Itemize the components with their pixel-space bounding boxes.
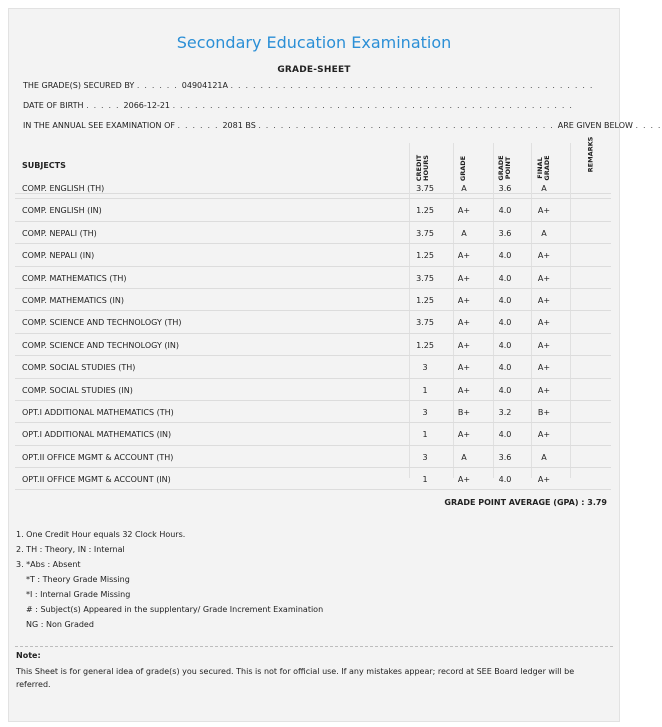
dob-label: DATE OF BIRTH <box>23 101 84 110</box>
note-heading: Note: <box>16 651 41 660</box>
final-grade: A+ <box>537 385 551 395</box>
final-grade: A+ <box>537 340 551 350</box>
gpa-summary: GRADE POINT AVERAGE (GPA) : 3.79 <box>444 498 607 507</box>
final-grade: A+ <box>537 475 551 485</box>
subject-name: COMP. MATHEMATICS (IN) <box>22 295 124 305</box>
table-row <box>15 289 611 311</box>
credit-hours: 1.25 <box>416 340 434 350</box>
grade-point: 4.0 <box>498 475 512 485</box>
subject-name: COMP. SOCIAL STUDIES (IN) <box>22 385 133 395</box>
grade: A <box>461 184 467 193</box>
note-item: # : Subject(s) Appeared in the supplentary/ Grade Increment Examination <box>26 605 324 614</box>
grade: A+ <box>457 295 471 305</box>
credit-hours: 1.25 <box>416 295 434 305</box>
credit-hours: 3.75 <box>416 318 434 328</box>
final-grade: A+ <box>537 273 551 283</box>
grade: A+ <box>457 251 471 261</box>
header-subjects: SUBJECTS <box>22 161 66 170</box>
subject-name: COMP. ENGLISH (TH) <box>22 184 105 193</box>
credit-hours: 1 <box>422 385 428 395</box>
grade-point: 4.0 <box>498 318 512 328</box>
final-grade: A+ <box>537 318 551 328</box>
final-grade: A <box>541 452 547 462</box>
grade-point: 3.2 <box>498 407 512 417</box>
exam-title: Secondary Education Examination <box>176 33 452 52</box>
table-row <box>15 334 611 356</box>
grade: A+ <box>457 385 471 395</box>
grade-point: 4.0 <box>498 363 512 373</box>
dashed-divider <box>15 646 613 647</box>
exam-year: 2081 BS <box>222 121 256 130</box>
grade-point: 4.0 <box>498 206 512 216</box>
note-item: 2. TH : Theory, IN : Internal <box>16 545 125 554</box>
table-row <box>15 177 611 199</box>
grade: A+ <box>457 318 471 328</box>
note-item: NG : Non Graded <box>26 620 94 629</box>
subject-name: OPT.II OFFICE MGMT & ACCOUNT (TH) <box>22 452 174 462</box>
exam-label: IN THE ANNUAL SEE EXAMINATION OF <box>23 121 175 130</box>
header-grade: GRADE <box>459 155 468 181</box>
disclaimer-text: This Sheet is for general idea of grade(s) you secured. This is not for official use. If any mistakes appear; record at SEE Board ledger will be referred. <box>16 667 575 689</box>
final-grade: B+ <box>537 407 551 417</box>
grade-sheet <box>8 8 662 722</box>
symbol-number: 04904121A <box>181 81 228 90</box>
table-row <box>15 468 611 490</box>
credit-hours: 3.75 <box>416 273 434 283</box>
header-final-grade: FINAL GRADE <box>536 155 551 181</box>
credit-hours: 1.25 <box>416 206 434 216</box>
table-row <box>15 379 611 401</box>
subject-name: OPT.I ADDITIONAL MATHEMATICS (TH) <box>22 407 174 417</box>
header-credit-hours: CREDIT HOURS <box>415 154 430 182</box>
grade: A <box>461 452 467 462</box>
final-grade: A <box>541 228 547 238</box>
secured-by-label: THE GRADE(S) SECURED BY <box>23 81 135 90</box>
exam-suffix: ARE GIVEN BELOW <box>557 121 633 130</box>
subject-name: COMP. SCIENCE AND TECHNOLOGY (TH) <box>22 318 182 328</box>
table-row <box>15 401 611 423</box>
note-item: *T : Theory Grade Missing <box>26 575 130 584</box>
credit-hours: 3.75 <box>416 228 434 238</box>
credit-hours: 1 <box>422 430 428 440</box>
final-grade: A <box>541 184 547 193</box>
subject-name: OPT.II OFFICE MGMT & ACCOUNT (IN) <box>22 475 171 485</box>
credit-hours: 3 <box>422 452 428 462</box>
final-grade: A+ <box>537 363 551 373</box>
grade-sheet-heading: GRADE-SHEET <box>277 65 351 75</box>
subject-name: COMP. ENGLISH (IN) <box>22 206 102 216</box>
grade-point: 3.6 <box>498 184 512 193</box>
header-remarks: REMARKS <box>586 136 595 172</box>
grade-point: 4.0 <box>498 295 512 305</box>
grade-point: 4.0 <box>498 340 512 350</box>
subject-name: COMP. SOCIAL STUDIES (TH) <box>22 363 136 373</box>
subject-name: COMP. NEPALI (IN) <box>22 251 95 261</box>
grade: A+ <box>457 430 471 440</box>
grade: A+ <box>457 340 471 350</box>
secured-by-line: THE GRADE(S) SECURED BY . . . . . . 04904121A . . . . . . . . . . . . . . . . . . . . . . . . . . . . . . . . . . . . . . . . . . . . . . . . . <box>23 81 594 90</box>
final-grade: A+ <box>537 251 551 261</box>
note-item: 1. One Credit Hour equals 32 Clock Hours. <box>16 530 186 539</box>
grade-point: 3.6 <box>498 228 512 238</box>
table-row <box>15 356 611 378</box>
table-row <box>15 267 611 289</box>
credit-hours: 3.75 <box>416 184 434 193</box>
subject-name: COMP. SCIENCE AND TECHNOLOGY (IN) <box>22 340 179 350</box>
grade-point: 4.0 <box>498 273 512 283</box>
grade-point: 4.0 <box>498 251 512 261</box>
final-grade: A+ <box>537 295 551 305</box>
credit-hours: 3 <box>422 363 428 373</box>
note-item: *I : Internal Grade Missing <box>26 590 131 599</box>
final-grade: A+ <box>537 430 551 440</box>
grades-table-body <box>15 177 611 490</box>
credit-hours: 3 <box>422 407 428 417</box>
dob-value: 2066-12-21 <box>123 101 171 110</box>
grade-point: 3.6 <box>498 452 512 462</box>
table-row <box>15 423 611 445</box>
header-grade-point: GRADE POINT <box>497 155 512 181</box>
subject-name: OPT.I ADDITIONAL MATHEMATICS (IN) <box>22 430 172 440</box>
table-row <box>15 311 611 333</box>
subject-name: COMP. NEPALI (TH) <box>22 228 97 238</box>
final-grade: A+ <box>537 206 551 216</box>
table-row <box>15 244 611 266</box>
note-item: 3. *Abs : Absent <box>16 560 81 569</box>
grade: A+ <box>457 273 471 283</box>
grade-point: 4.0 <box>498 385 512 395</box>
exam-line: IN THE ANNUAL SEE EXAMINATION OF . . . . . . 2081 BS . . . . . . . . . . . . . . . . . . . . . . . . . . . . . . . . . . . . . . . . ARE GIVEN BELOW . . . . <box>23 121 662 130</box>
grade-point: 4.0 <box>498 430 512 440</box>
grade: A+ <box>457 206 471 216</box>
credit-hours: 1.25 <box>416 251 434 261</box>
grade: A+ <box>457 475 471 485</box>
grade: A+ <box>457 363 471 373</box>
subject-name: COMP. MATHEMATICS (TH) <box>22 273 127 283</box>
grade: B+ <box>457 407 471 417</box>
table-row <box>15 199 611 221</box>
legend-notes <box>16 527 323 632</box>
credit-hours: 1 <box>422 475 428 485</box>
table-row <box>15 446 611 468</box>
grade: A <box>461 228 467 238</box>
table-row <box>15 222 611 244</box>
dob-line: DATE OF BIRTH . . . . . 2066-12-21 . . . . . . . . . . . . . . . . . . . . . . . . . . . . . . . . . . . . . . . . . . . . . . . . . . . . . . <box>23 101 574 110</box>
